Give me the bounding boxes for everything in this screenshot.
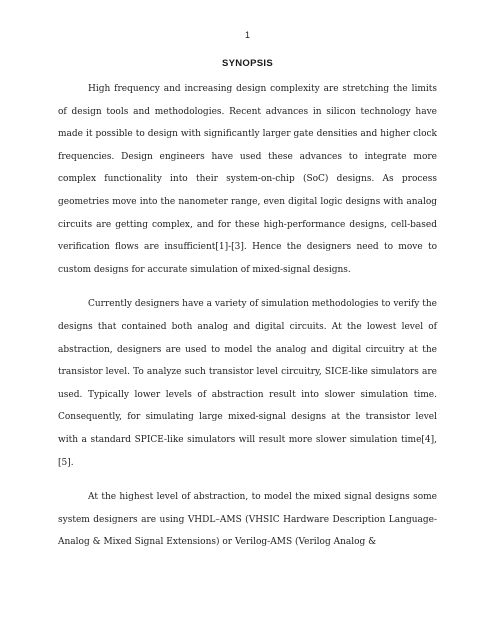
paragraph-2: Currently designers have a variety of simulation methodologies to verify the designs that contained both analog and digital circuits. At the lowest level of abstraction, designers are used to model the analog and digital circuitry at the transistor level. To analyze such transistor level circuitry, SICE-like simulators are used. Typically lower levels of abstraction result into slower simulation time. Consequently, for simulating large mixed-signal designs at the transistor level with a standard SPICE-like simulators will result more slower simulation time[4],[5]. — [58, 299, 437, 468]
document-body — [58, 78, 437, 566]
paragraph-1: High frequency and increasing design complexity are stretching the limits of design tools and methodologies. Recent advances in silicon technology have made it possible to design with significantly larger gate densities and higher clock frequencies. Design engineers have used these advances to integrate more complex functionality into their system-on-chip (SoC) designs. As process geometries move into the nanometer range, even digital logic designs with analog circuits are getting complex, and for these high-performance designs, cell-based verification flows are insufficient[1]-[3]. Hence the designers need to move to custom designs for accurate simulation of mixed-signal designs. — [58, 84, 437, 275]
page-title: SYNOPSIS — [222, 58, 273, 69]
page-number: 1 — [244, 30, 250, 40]
paragraph-3: At the highest level of abstraction, to model the mixed signal designs some system designers are using VHDL–AMS (VHSIC Hardware Description Language-Analog & Mixed Signal Extensions) or Verilog-AMS (Verilog Analog & — [58, 492, 437, 548]
